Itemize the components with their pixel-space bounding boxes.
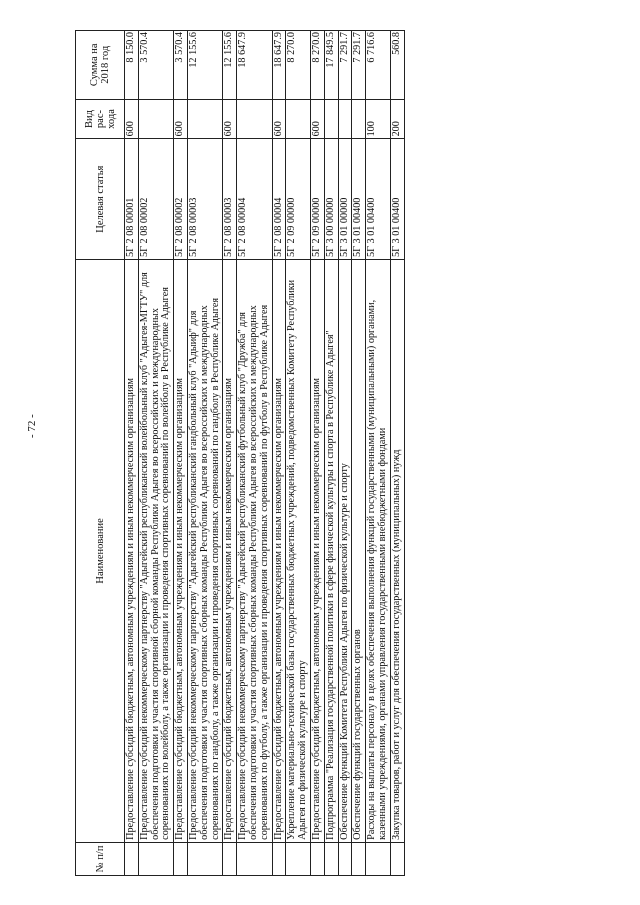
cell-name: Обеспечение функций государственных органов (352, 259, 366, 842)
cell-no (223, 842, 237, 875)
table-row (187, 31, 222, 876)
cell-code: 5Г 2 08 00001 (125, 139, 139, 260)
cell-sum: 18 647.9 (237, 31, 272, 100)
cell-name: Укрепление материально-технической базы государственных бюджетных учреждений, подведомственных Комитету Республики Адыгея по физической культуре и спорту (286, 259, 311, 842)
cell-no (324, 842, 338, 875)
header-vid: Вид рас-хода (76, 99, 125, 139)
cell-no (174, 842, 188, 875)
cell-code: 5Г 3 01 00000 (338, 139, 352, 260)
table-row (324, 31, 338, 876)
cell-code: 5Г 2 09 00000 (286, 139, 311, 260)
table-body (125, 31, 405, 876)
table-row (338, 31, 352, 876)
cell-vid: 600 (310, 99, 324, 139)
cell-vid (138, 99, 173, 139)
table-row (366, 31, 391, 876)
table-row (174, 31, 188, 876)
cell-name: Предоставление субсидий бюджетным, автономным учреждениям и иным некоммерческим организациям (223, 259, 237, 842)
cell-sum: 17 849.5 (324, 31, 338, 100)
table-row (125, 31, 139, 876)
cell-vid (237, 99, 272, 139)
cell-vid: 100 (366, 99, 391, 139)
cell-no (138, 842, 173, 875)
cell-code: 5Г 3 01 00400 (352, 139, 366, 260)
header-no: № п/п (76, 842, 125, 875)
cell-name: Предоставление субсидий некоммерческому партнерству "Адыгейский республиканский гандбольный клуб "Адыиф" для обеспечения подготовки и участия спортивных сборных команды Республики Адыгея во всероссийских и международных соревнованиях по гандболу, а также организации и проведения спортивных соревнований по гандболу в Республике Адыгея (187, 259, 222, 842)
header-sum: Сумма на 2018 год (76, 31, 125, 100)
cell-no (272, 842, 286, 875)
table-row (310, 31, 324, 876)
cell-code: 5Г 3 01 00400 (366, 139, 391, 260)
budget-table (75, 30, 405, 876)
cell-code: 5Г 3 01 00400 (390, 139, 404, 260)
cell-vid: 600 (272, 99, 286, 139)
cell-code: 5Г 2 09 00000 (310, 139, 324, 260)
cell-code: 5Г 2 08 00004 (237, 139, 272, 260)
cell-code: 5Г 2 08 00003 (187, 139, 222, 260)
cell-no (338, 842, 352, 875)
table-row (286, 31, 311, 876)
cell-name: Предоставление субсидий бюджетным, автономным учреждениям и иным некоммерческим организациям (174, 259, 188, 842)
cell-vid: 600 (223, 99, 237, 139)
cell-vid: 600 (125, 99, 139, 139)
table-row (390, 31, 404, 876)
cell-vid (352, 99, 366, 139)
cell-vid: 200 (390, 99, 404, 139)
cell-sum: 3 570.4 (174, 31, 188, 100)
cell-sum: 3 570.4 (138, 31, 173, 100)
page-number: - 72 - (26, 414, 38, 438)
cell-sum: 7 291.7 (338, 31, 352, 100)
cell-no (390, 842, 404, 875)
cell-sum: 8 270.0 (310, 31, 324, 100)
cell-name: Подпрограмма "Реализация государственной политики в сфере физической культуры и спорта в Республике Адыгея" (324, 259, 338, 842)
cell-sum: 12 155.6 (187, 31, 222, 100)
rotated-page (75, 30, 605, 876)
cell-sum: 7 291.7 (352, 31, 366, 100)
header-row (76, 31, 125, 876)
cell-sum: 8 270.0 (286, 31, 311, 100)
header-code: Целевая статья (76, 139, 125, 260)
cell-name: Предоставление субсидий некоммерческому партнерству "Адыгейский республиканский волейбольный клуб "Адыгея-МГТУ" для обеспечения подготовки и участия спортивной сборной команды Республики Адыгея во всероссийских и международных соревнованиях по волейболу, а также организации и проведения спортивных соревнований по волейболу в Республике Адыгея (138, 259, 173, 842)
cell-name: Предоставление субсидий некоммерческому партнерству "Адыгейский республиканский футбольный клуб "Дружба" для обеспечения подготовки и участия спортивных сборных команды Республики Адыгея во всероссийских и международных соревнованиях по футболу, а также организации и проведения спортивных соревнований по футболу в Республике Адыгея (237, 259, 272, 842)
cell-vid: 600 (174, 99, 188, 139)
cell-code: 5Г 3 00 00000 (324, 139, 338, 260)
cell-name: Расходы на выплаты персоналу в целях обеспечения выполнения функций государственными (муниципальными) органами, казенными учреждениями, органами управления государственными внебюджетными фондами (366, 259, 391, 842)
cell-name: Обеспечение функций Комитета Республики Адыгея по физической культуре и спорту (338, 259, 352, 842)
table-row (223, 31, 237, 876)
cell-no (286, 842, 311, 875)
table-row (352, 31, 366, 876)
cell-code: 5Г 2 08 00002 (138, 139, 173, 260)
cell-name: Предоставление субсидий бюджетным, автономным учреждениям и иным некоммерческим организациям (125, 259, 139, 842)
cell-no (237, 842, 272, 875)
cell-code: 5Г 2 08 00003 (223, 139, 237, 260)
cell-vid (187, 99, 222, 139)
cell-code: 5Г 2 08 00004 (272, 139, 286, 260)
header-name: Наименование (76, 259, 125, 842)
cell-no (310, 842, 324, 875)
cell-no (352, 842, 366, 875)
cell-no (125, 842, 139, 875)
cell-sum: 560.8 (390, 31, 404, 100)
cell-vid (324, 99, 338, 139)
table-row (237, 31, 272, 876)
cell-code: 5Г 2 08 00002 (174, 139, 188, 260)
table-row (138, 31, 173, 876)
cell-sum: 8 150.0 (125, 31, 139, 100)
cell-vid (286, 99, 311, 139)
cell-sum: 6 716.6 (366, 31, 391, 100)
cell-name: Закупка товаров, работ и услуг для обеспечения государственных (муниципальных) нужд (390, 259, 404, 842)
cell-name: Предоставление субсидий бюджетным, автономным учреждениям и иным некоммерческим организациям (272, 259, 286, 842)
cell-sum: 18 647.9 (272, 31, 286, 100)
table-row (272, 31, 286, 876)
cell-no (187, 842, 222, 875)
cell-vid (338, 99, 352, 139)
cell-no (366, 842, 391, 875)
cell-name: Предоставление субсидий бюджетным, автономным учреждениям и иным некоммерческим организациям (310, 259, 324, 842)
cell-sum: 12 155.6 (223, 31, 237, 100)
